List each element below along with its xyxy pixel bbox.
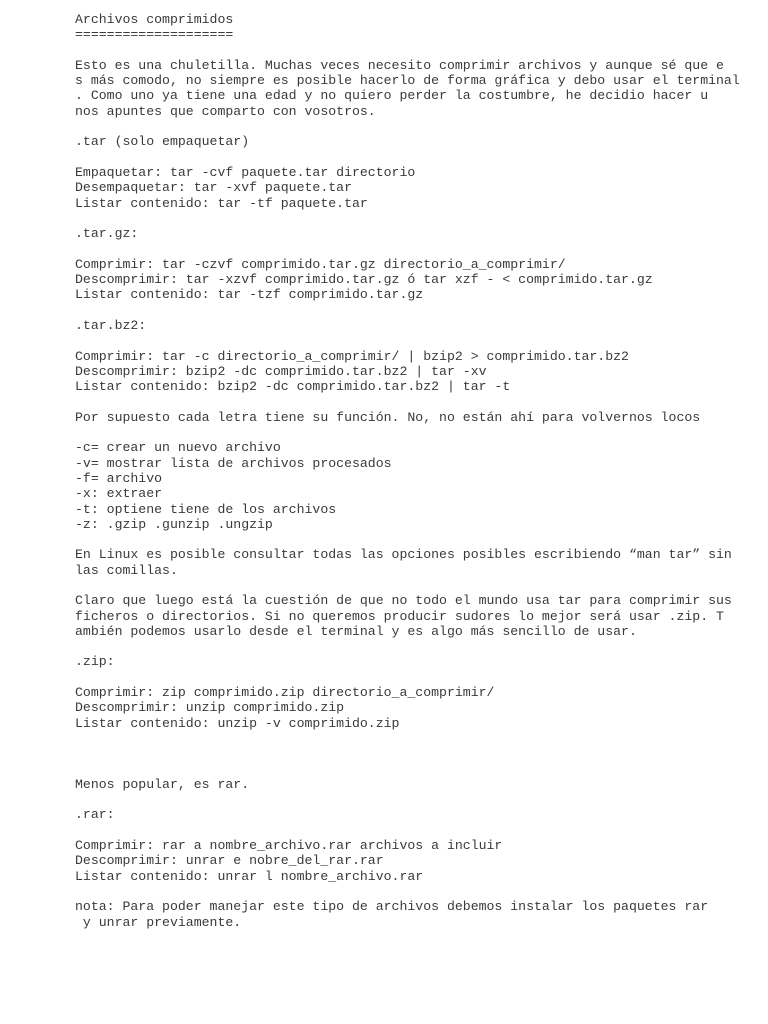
doc-line: -c= crear un nuevo archivo	[75, 440, 281, 456]
doc-line	[75, 884, 745, 899]
doc-line: Comprimir: tar -c directorio_a_comprimir/ | bzip2 > comprimido.tar.bz2	[75, 348, 629, 364]
doc-line: Por supuesto cada letra tiene su función. No, no están ahí para volvernos locos	[75, 409, 701, 425]
doc-line: Listar contenido: unzip -v comprimido.zip	[75, 715, 400, 731]
doc-line: las comillas.	[75, 562, 178, 578]
doc-line: ambién podemos usarlo desde el terminal y es algo más sencillo de usar.	[75, 623, 637, 639]
doc-line	[75, 119, 745, 134]
doc-line: y unrar previamente.	[75, 914, 242, 930]
doc-line: Listar contenido: tar -tzf comprimido.tar.gz	[75, 287, 424, 303]
doc-line	[75, 762, 745, 777]
doc-line: -x: extraer	[75, 486, 163, 502]
doc-line: Empaquetar: tar -cvf paquete.tar directorio	[75, 164, 416, 180]
doc-line: . Como uno ya tiene una edad y no quiero perder la costumbre, he decidio hacer u	[75, 88, 709, 104]
doc-line	[75, 43, 745, 58]
document-page	[75, 12, 745, 930]
doc-line: -z: .gzip .gunzip .ungzip	[75, 516, 273, 532]
doc-line: Descomprimir: unrar e nobre_del_rar.rar	[75, 853, 384, 869]
doc-line: .tar.bz2:	[75, 317, 147, 333]
doc-line	[75, 241, 745, 256]
doc-line: Archivos comprimidos	[75, 12, 234, 27]
doc-line	[75, 578, 745, 593]
doc-line	[75, 303, 745, 318]
doc-line: Comprimir: tar -czvf comprimido.tar.gz directorio_a_comprimir/	[75, 256, 566, 272]
doc-line: Esto es una chuletilla. Muchas veces necesito comprimir archivos y aunque sé que e	[75, 57, 724, 73]
doc-line	[75, 394, 745, 409]
doc-line	[75, 746, 745, 761]
doc-line: Desempaquetar: tar -xvf paquete.tar	[75, 180, 352, 196]
doc-line: Listar contenido: unrar l nombre_archivo.rar	[75, 868, 424, 884]
doc-line	[75, 823, 745, 838]
doc-line	[75, 792, 745, 807]
doc-line	[75, 150, 745, 165]
doc-line: ====================	[75, 27, 234, 43]
doc-line: Listar contenido: tar -tf paquete.tar	[75, 195, 368, 211]
doc-line	[75, 211, 745, 226]
doc-line: .tar.gz:	[75, 226, 139, 242]
doc-line: s más comodo, no siempre es posible hacerlo de forma gráfica y debo usar el terminal	[75, 73, 740, 89]
doc-line: Listar contenido: bzip2 -dc comprimido.tar.bz2 | tar -t	[75, 379, 511, 395]
doc-line: Descomprimir: bzip2 -dc comprimido.tar.bz2 | tar -xv	[75, 363, 487, 379]
doc-line: nos apuntes que comparto con vosotros.	[75, 103, 376, 119]
doc-line: -f= archivo	[75, 470, 163, 486]
doc-line: .tar (solo empaquetar)	[75, 134, 250, 150]
doc-line	[75, 731, 745, 746]
doc-line: -t: optiene tiene de los archivos	[75, 501, 337, 517]
doc-line	[75, 532, 745, 547]
doc-line: Comprimir: rar a nombre_archivo.rar archivos a incluir	[75, 838, 503, 854]
doc-line: .rar:	[75, 807, 115, 823]
doc-line: Claro que luego está la cuestión de que no todo el mundo usa tar para comprimir sus	[75, 593, 732, 609]
doc-line: Menos popular, es rar.	[75, 776, 250, 792]
doc-line: En Linux es posible consultar todas las opciones posibles escribiendo “man tar” sin	[75, 547, 732, 563]
doc-line: Descomprimir: tar -xzvf comprimido.tar.gz ó tar xzf - < comprimido.tar.gz	[75, 272, 653, 288]
doc-line: Descomprimir: unzip comprimido.zip	[75, 700, 345, 716]
doc-line: nota: Para poder manejar este tipo de archivos debemos instalar los paquetes rar	[75, 899, 709, 915]
doc-line	[75, 670, 745, 685]
doc-line: ficheros o directorios. Si no queremos producir sudores lo mejor será usar .zip. T	[75, 608, 724, 624]
doc-line: -v= mostrar lista de archivos procesados	[75, 455, 392, 471]
doc-line	[75, 333, 745, 348]
doc-line	[75, 425, 745, 440]
doc-line: .zip:	[75, 654, 115, 670]
doc-line: Comprimir: zip comprimido.zip directorio_a_comprimir/	[75, 685, 495, 701]
doc-line	[75, 639, 745, 654]
